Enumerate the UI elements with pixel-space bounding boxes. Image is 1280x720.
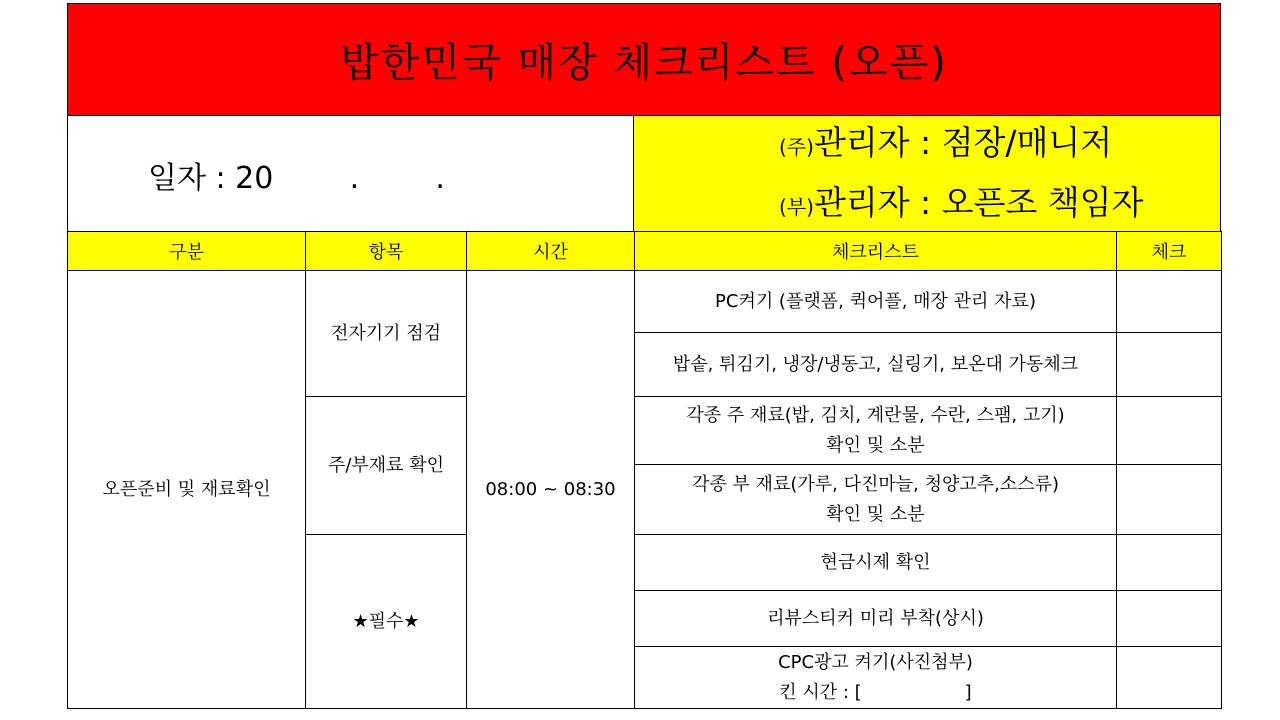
header-category: 구분 xyxy=(68,232,306,271)
manager-main-prefix: (주) xyxy=(779,134,814,159)
checklist-cell xyxy=(635,465,1117,535)
header-time: 시간 xyxy=(467,232,635,271)
checklist-text: CPC광고 켜기(사진첨부) xyxy=(778,651,973,673)
check-cell[interactable] xyxy=(1117,591,1222,647)
check-cell[interactable] xyxy=(1117,397,1222,465)
check-cell[interactable] xyxy=(1117,465,1222,535)
checklist-table-wrap xyxy=(67,231,1222,709)
checklist-cell xyxy=(635,535,1117,591)
checklist-text: 각종 주 재료(밥, 김치, 계란물, 수란, 스팸, 고기) xyxy=(686,404,1065,426)
header-item: 항목 xyxy=(306,232,467,271)
manager-main xyxy=(779,115,1220,175)
info-row xyxy=(67,116,1221,233)
manager-main-text: 관리자 : 점장/매니저 xyxy=(813,122,1113,162)
check-cell[interactable] xyxy=(1117,333,1222,397)
check-cell[interactable] xyxy=(1117,535,1222,591)
check-cell[interactable] xyxy=(1117,647,1222,709)
checklist-text: 각종 부 재료(가루, 다진마늘, 청양고추,소스류) xyxy=(691,473,1060,495)
checklist-subtext: 확인 및 소분 xyxy=(826,434,925,456)
checklist-text: 리뷰스티커 미리 부착(상시) xyxy=(767,607,984,629)
checklist-cell xyxy=(635,591,1117,647)
checklist-table xyxy=(67,231,1222,709)
header-check: 체크 xyxy=(1117,232,1222,271)
time-cell: 08:00 ~ 08:30 xyxy=(467,271,635,709)
managers-panel xyxy=(634,116,1220,233)
checklist-subtext: 킨 시간 : [ ] xyxy=(779,681,972,703)
checklist-subtext: 확인 및 소분 xyxy=(826,503,925,525)
manager-sub-prefix: (부) xyxy=(779,194,814,219)
checklist-text: PC켜기 (플랫폼, 퀵어플, 매장 관리 자료) xyxy=(715,290,1036,312)
checklist-cell xyxy=(635,333,1117,397)
checklist-text: 밥솥, 튀김기, 냉장/냉동고, 실링기, 보온대 가동체크 xyxy=(672,353,1079,375)
table-row xyxy=(68,271,1222,333)
header-checklist: 체크리스트 xyxy=(635,232,1117,271)
item-cell: 주/부재료 확인 xyxy=(306,397,467,535)
section-cell: 오픈준비 및 재료확인 xyxy=(68,271,306,709)
manager-sub xyxy=(779,175,1220,235)
date-field[interactable]: 일자 : 20 . . xyxy=(68,116,634,233)
checklist-cell xyxy=(635,397,1117,465)
checklist-sheet xyxy=(67,3,1221,233)
manager-sub-text: 관리자 : 오픈조 책임자 xyxy=(813,182,1144,222)
item-cell: ★필수★ xyxy=(306,535,467,709)
table-header-row xyxy=(68,232,1222,271)
checklist-text: 현금시제 확인 xyxy=(820,551,931,573)
sheet-title: 밥한민국 매장 체크리스트 (오픈) xyxy=(67,3,1221,116)
checklist-cell xyxy=(635,271,1117,333)
check-cell[interactable] xyxy=(1117,271,1222,333)
item-cell: 전자기기 점검 xyxy=(306,271,467,397)
checklist-cell xyxy=(635,647,1117,709)
